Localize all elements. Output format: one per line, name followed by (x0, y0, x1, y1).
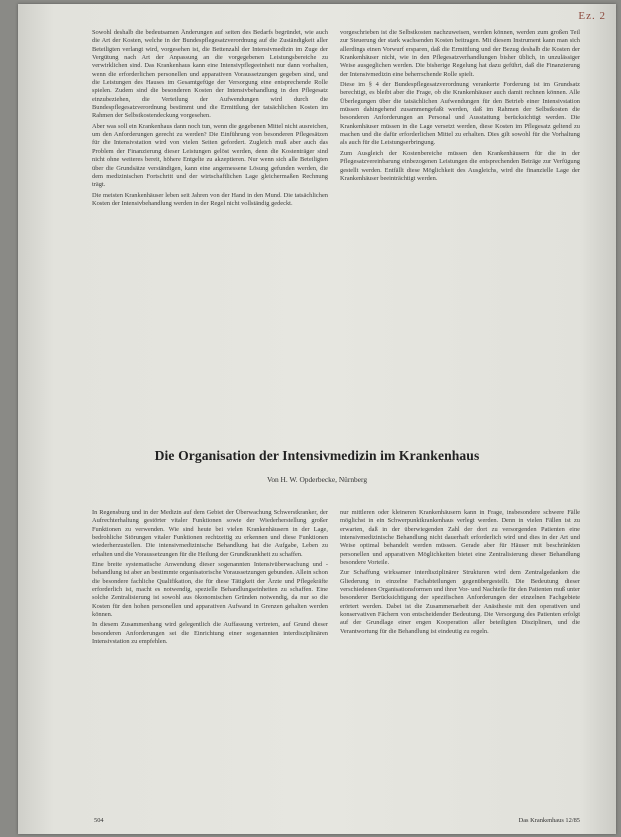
paragraph: In diesem Zusammenhang wird gelegentlich die Auffassung vertreten, auf Grund dieser besonderen Anforderungen sei die Einrichtung einer sogenannten interdisziplinären Intensivstation zu empfehlen. (92, 621, 328, 646)
article-byline: Von H. W. Opderbecke, Nürnberg (266, 475, 368, 484)
paragraph: In Regensburg und in der Medizin auf dem Gebiet der Überwachung Schwerstkranker, der Aufrechterhaltung gestörter vitaler Funktionen sowie der Wiederherstellung großer Funktionen zu verwenden. Wie sind heute bei vielen Krankenhäusern in der Lage, bedrohliche Störungen vitaler Funktionen rechtzeitig zu erkennen und diese Funktionen wiederherzustellen. Die intensivmedizinische Behandlung hat die Aufgabe, Leben zu erhalten und die Voraussetzungen für die Heilung der Grundkrankheit zu schaffen. (92, 509, 328, 558)
paragraph: Eine breite systematische Anwendung dieser sogenannten Intensivüberwachung und -behandlung ist aber an bestimmte organisatorische Voraussetzungen gebunden. Allein schon die besondere fachliche Qualifikation, die für diese Tätigkeit der Ärzte und Pflegekräfte erforderlich ist, macht es notwendig, spezielle Behandlungseinheiten zu schaffen. Eine solche Zentralisierung ist sowohl aus ökonomischen Gründen notwendig, da nur so die Kosten für den hohen personellen und apparativen Aufwand in Grenzen gehalten werden können. (92, 561, 328, 619)
paragraph: Aber was soll ein Krankenhaus dann noch tun, wenn die gegebenen Mittel nicht ausreichen, um den Anforderungen gerecht zu werden? Die Einführung von besonderen Pflegesätzen für die Intensivstation wird von vielen Seiten gefordert. Zugleich muß aber auch das Problem der Finanzierung dieser Leistungen gelöst werden, denn die Kostenträger sind nicht ohne weiteres bereit, höhere Entgelte zu akzeptieren. Nur wenn sich alle Beteiligten über die Grundsätze verständigen, kann eine angemessene Lösung gefunden werden, die dem medizinischen Fortschritt und der wirtschaftlichen Lage gleichermaßen Rechnung trägt. (92, 122, 328, 189)
paragraph: Die meisten Krankenhäuser leben seit Jahren von der Hand in den Mund. Die tatsächlichen Kosten der Intensivbehandlung werden in der Regel nicht vollständig gedeckt. (92, 191, 328, 207)
paragraph: Sowohl deshalb die bedeutsamen Änderungen auf seiten des Bedarfs begründet, wie auch die Art der Kosten, welche in der Bundespflegesatzverordnung auf die Zuständigkeit aller Beteiligten verlangt wird, vorgesehen ist, die Bettenzahl der Intensivmedizin im Zuge der Vergütung nach Art der Anpassung an die vorgegebenen Leistungsbereiche zu verwirklichen sind. Das Krankenhaus kann eine Intensivpflegeeinheit nur dann vorhalten, wenn die erforderlichen personellen und apparativen Voraussetzungen gegeben sind, und die Leistungen des Hauses im Gesamtgefüge der Versorgung eine entsprechende Rolle spielen. Zudem sind die besonderen Kosten der Intensivbehandlung in den Pflegesatz einzubeziehen, die Verteilung der Aufwendungen wird durch die Bundespflegesatzverordnung bestimmt und die Ermittlung der tatsächlichen Kosten im Rahmen der Selbstkostendeckung vorgesehen. (92, 29, 328, 120)
paragraph: vorgeschrieben ist die Selbstkosten nachzuweisen, werden können, werden zum großen Teil zur Steuerung der stark wachsenden Kosten beitragen. Mit diesem Instrument kann man sich allerdings einen Vorwurf ersparen, daß die Ermittlung und der Bezug deshalb die Kosten der Krankenhäuser nicht, wie in den Pflegesatzverhandlungen bisher üblich, in unzulässiger Weise ausgeglichen werden. Die bisherige Regelung hat dazu geführt, daß die Finanzierung der Intensivmedizin eine beherrschende Rolle spielt. (340, 29, 580, 78)
upper-right-column (340, 29, 580, 413)
paragraph: Diese im § 4 der Bundespflegesatzverordnung verankerte Forderung ist im Grundsatz berechtigt, es bleibt aber die Frage, ob die Krankenhäuser auch damit rechnen können. Alle Überlegungen über die tatsächlichen Aufwendungen für den Betrieb einer Intensivstation müssen dahingehend zusammengefaßt werden, daß im Rahmen der Selbstkosten die besonderen Anforderungen an Personal und Ausstattung berücksichtigt werden. Die Krankenhäuser müssen in die Lage versetzt werden, diese Kosten im Pflegesatz geltend zu machen und die dafür erforderlichen Mittel zu erhalten. Dies gilt sowohl für die Vorhaltung als auch für die Leistungserbringung. (340, 81, 580, 147)
archive-stamp: Ez. 2 (578, 10, 606, 22)
document-page (18, 4, 616, 834)
lower-right-column (340, 509, 580, 807)
upper-left-column (92, 29, 328, 437)
page-number: 504 (94, 817, 104, 824)
journal-footer: Das Krankenhaus 12/85 (518, 817, 580, 824)
paragraph: Zur Schaffung wirksamer interdisziplinärer Strukturen wird dem Zentralgedanken die Gliederung in einzelne Fachabteilungen gegenübergestellt. Die Bedeutung dieser verschiedenen Organisationsformen und ihrer Vor- und Nachteile für den Patienten muß unter besonderer Berücksichtigung der spezifischen Anforderungen der einzelnen Fachgebiete erörtert werden. Dabei ist die Zusammenarbeit der Anästhesie mit den operativen und konservativen Fächern von entscheidender Bedeutung. Die Versorgung des Patienten erfolgt auf der Grundlage einer engen Kooperation aller beteiligten Disziplinen, und die Verantwortung für die Behandlung ist eindeutig zu regeln. (340, 569, 580, 635)
lower-left-column (92, 509, 328, 807)
paragraph: nur mittleren oder kleineren Krankenhäusern kann in Frage, insbesondere schwere Fälle möglichst in ein Schwerpunktkrankenhaus verlegt werden. Denn in vielen Fällen ist zu erwarten, daß in der überwiegenden Zahl der dort zu versorgenden Patienten eine intensivmedizinische Behandlung nicht dauerhaft erforderlich wird und dies in der Art und Weise optimal behandelt werden müssen. Gerade aber für Häuser mit beschränkten personellen und apparativen Möglichkeiten bietet eine Zentralisierung dieser Behandlung besondere Vorteile. (340, 509, 580, 567)
article-title: Die Organisation der Intensivmedizin im Krankenhaus (154, 448, 480, 463)
paragraph: Zum Ausgleich der Kostenbereiche müssen den Krankenhäusern für die in der Pflegesatzvereinbarung einbezogenen Leistungen die entsprechenden Beträge zur Verfügung gestellt werden. Entfällt diese Möglichkeit des Ausgleichs, wird die finanzielle Lage der Krankenhäuser beeinträchtigt werden. (340, 149, 580, 182)
